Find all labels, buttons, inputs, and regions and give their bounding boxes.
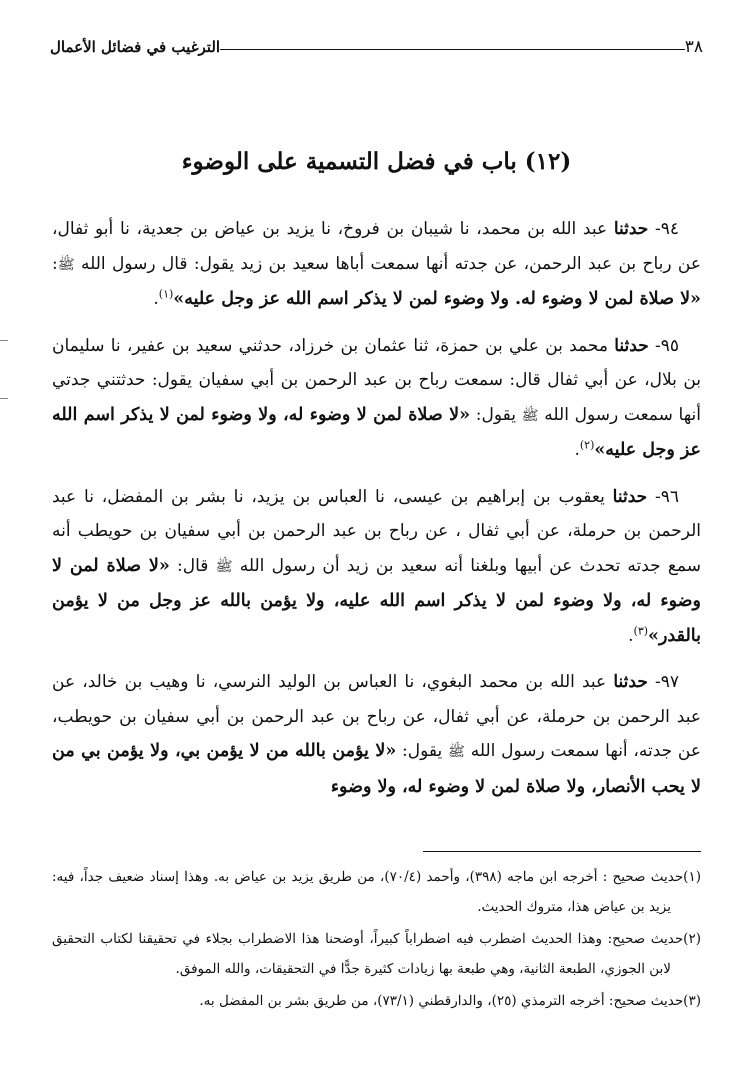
chapter-title: (١٢) باب في فضل التسمية على الوضوء (181, 148, 572, 175)
hadith-95 (52, 329, 701, 468)
hadith-number: ٩٤- (655, 219, 680, 239)
main-text (52, 212, 701, 816)
hadith-quote: «لا صلاة لمن لا وضوء له. ولا وضوء لمن لا يذكر اسم الله عز وجل عليه» (173, 289, 701, 309)
hadith-chain: محمد بن علي بن حمزة، ثنا عثمان بن خرزاد، حدثني سعيد بن عفير، نا سليمان بن بلال، عن أبي ثفال قال: سمعت رباح بن عبد الرحمن بن أبي سفيان يقول: حدثتني جدتي أنها سمعت رسول الله (52, 335, 702, 425)
hadith-connector: يقول: (475, 404, 516, 425)
hadith-lead: حدثنا (612, 486, 648, 507)
footnote-separator (423, 851, 701, 852)
margin-scan-mark (0, 398, 8, 399)
margin-scan-mark (0, 340, 8, 341)
salawat-glyph: ﷺ (57, 256, 75, 273)
hadith-connector: يقول: (402, 741, 443, 761)
hadith-lead: حدثنا (613, 219, 649, 239)
hadith-number: ٩٧- (655, 672, 680, 692)
footnote-ref[interactable]: (٢) (579, 438, 595, 452)
footnote-text: حديث صحيح: أخرجه الترمذي (٢٥)، والدارقطني (٧٣/١)، من طريق بشر بن المفضل به. (199, 993, 684, 1009)
header-rule (220, 49, 685, 50)
hadith-lead: حدثنا (614, 335, 649, 356)
footnote-ref[interactable]: (٣) (633, 623, 649, 637)
footnote-marker: (٣) (683, 993, 701, 1009)
footnote-text: حديث صحيح: وهذا الحديث اضطرب فيه اضطراباً كبيراً، أوضحنا هذا الاضطراب بجلاء في تحقيقنا لكتاب التحقيق لابن الجوزي، الطبعة الثانية، وهي طبعة بها زيادات كثيرة جدًّا في التحقيقات، والله الموفق. (52, 931, 684, 977)
hadith-96 (52, 480, 701, 654)
footnote-text: حديث صحيح : أخرجه ابن ماجه (٣٩٨)، وأحمد (٧٠/٤)، من طريق يزيد بن عياض به. وهذا إسناد ضعيف جداً، فيه: يزيد بن عياض هذا، متروك الحديث. (52, 869, 684, 915)
hadith-97 (52, 665, 701, 804)
footnote-1 (52, 862, 701, 922)
hadith-94 (52, 212, 701, 317)
hadith-quote: «لا صلاة لمن لا وضوء له، ولا وضوء لمن لا يذكر اسم الله عليه، ولا يؤمن بالله عز وجل من لا يؤمن بالقدر» (52, 555, 701, 646)
hadith-tail: . (153, 289, 159, 309)
salawat-glyph: ﷺ (521, 407, 539, 424)
hadith-connector: قال: (177, 555, 209, 576)
hadith-chain: عبد الله بن محمد، نا شيبان بن فروخ، نا يزيد بن عياض بن جعدية، نا أبو ثفال، عن رباح بن عبد الرحمن، عن جدته أنها سمعت أباها سعيد بن زيد يقول: قال رسول الله (52, 219, 701, 274)
salawat-glyph: ﷺ (215, 558, 233, 575)
salawat-glyph: ﷺ (448, 744, 465, 760)
footnote-marker: (١) (683, 869, 701, 885)
footnote-2 (52, 924, 701, 984)
footnote-3 (52, 986, 701, 1016)
hadith-lead: حدثنا (613, 672, 648, 692)
hadith-chain: عبد الله بن محمد البغوي، نا العباس بن الوليد النرسي، نا وهيب بن خالد، عن عبد الرحمن بن حرملة، عن أبي ثفال، عن رباح بن عبد الرحمن بن أبي سفيان بن حويطب، عن جدته، أنها سمعت رسول الله (52, 672, 702, 761)
running-title: الترغيب في فضائل الأعمال (50, 38, 221, 56)
footnotes (52, 862, 701, 1018)
running-header (40, 34, 713, 60)
hadith-tail: . (628, 625, 634, 646)
hadith-chain: يعقوب بن إبراهيم بن عيسى، نا العباس بن يزيد، نا بشر بن المفضل، نا عبد الرحمن بن حرملة، عن أبي ثفال ، عن رباح بن عبد الرحمن بن أبي سفيان بن حويطب أنه سمع جدته تحدث عن أبيها وبلغنا أنه سعيد بن زيد أن رسول الله (52, 486, 701, 576)
hadith-quote: «لا صلاة لمن لا وضوء له، ولا وضوء لمن لا يذكر اسم الله عز وجل عليه» (52, 404, 701, 460)
page-number: ٣٨ (684, 37, 703, 57)
hadith-quote: «لا يؤمن بالله من لا يؤمن بي، ولا يؤمن بي من لا يحب الأنصار، ولا صلاة لمن لا وضوء له، ولا وضوء (52, 741, 701, 797)
hadith-connector: : (52, 253, 58, 274)
footnote-ref[interactable]: (١) (158, 287, 174, 301)
hadith-tail: . (574, 440, 580, 460)
hadith-number: ٩٦- (654, 486, 679, 507)
footnote-marker: (٢) (683, 931, 701, 947)
hadith-number: ٩٥- (654, 335, 679, 356)
